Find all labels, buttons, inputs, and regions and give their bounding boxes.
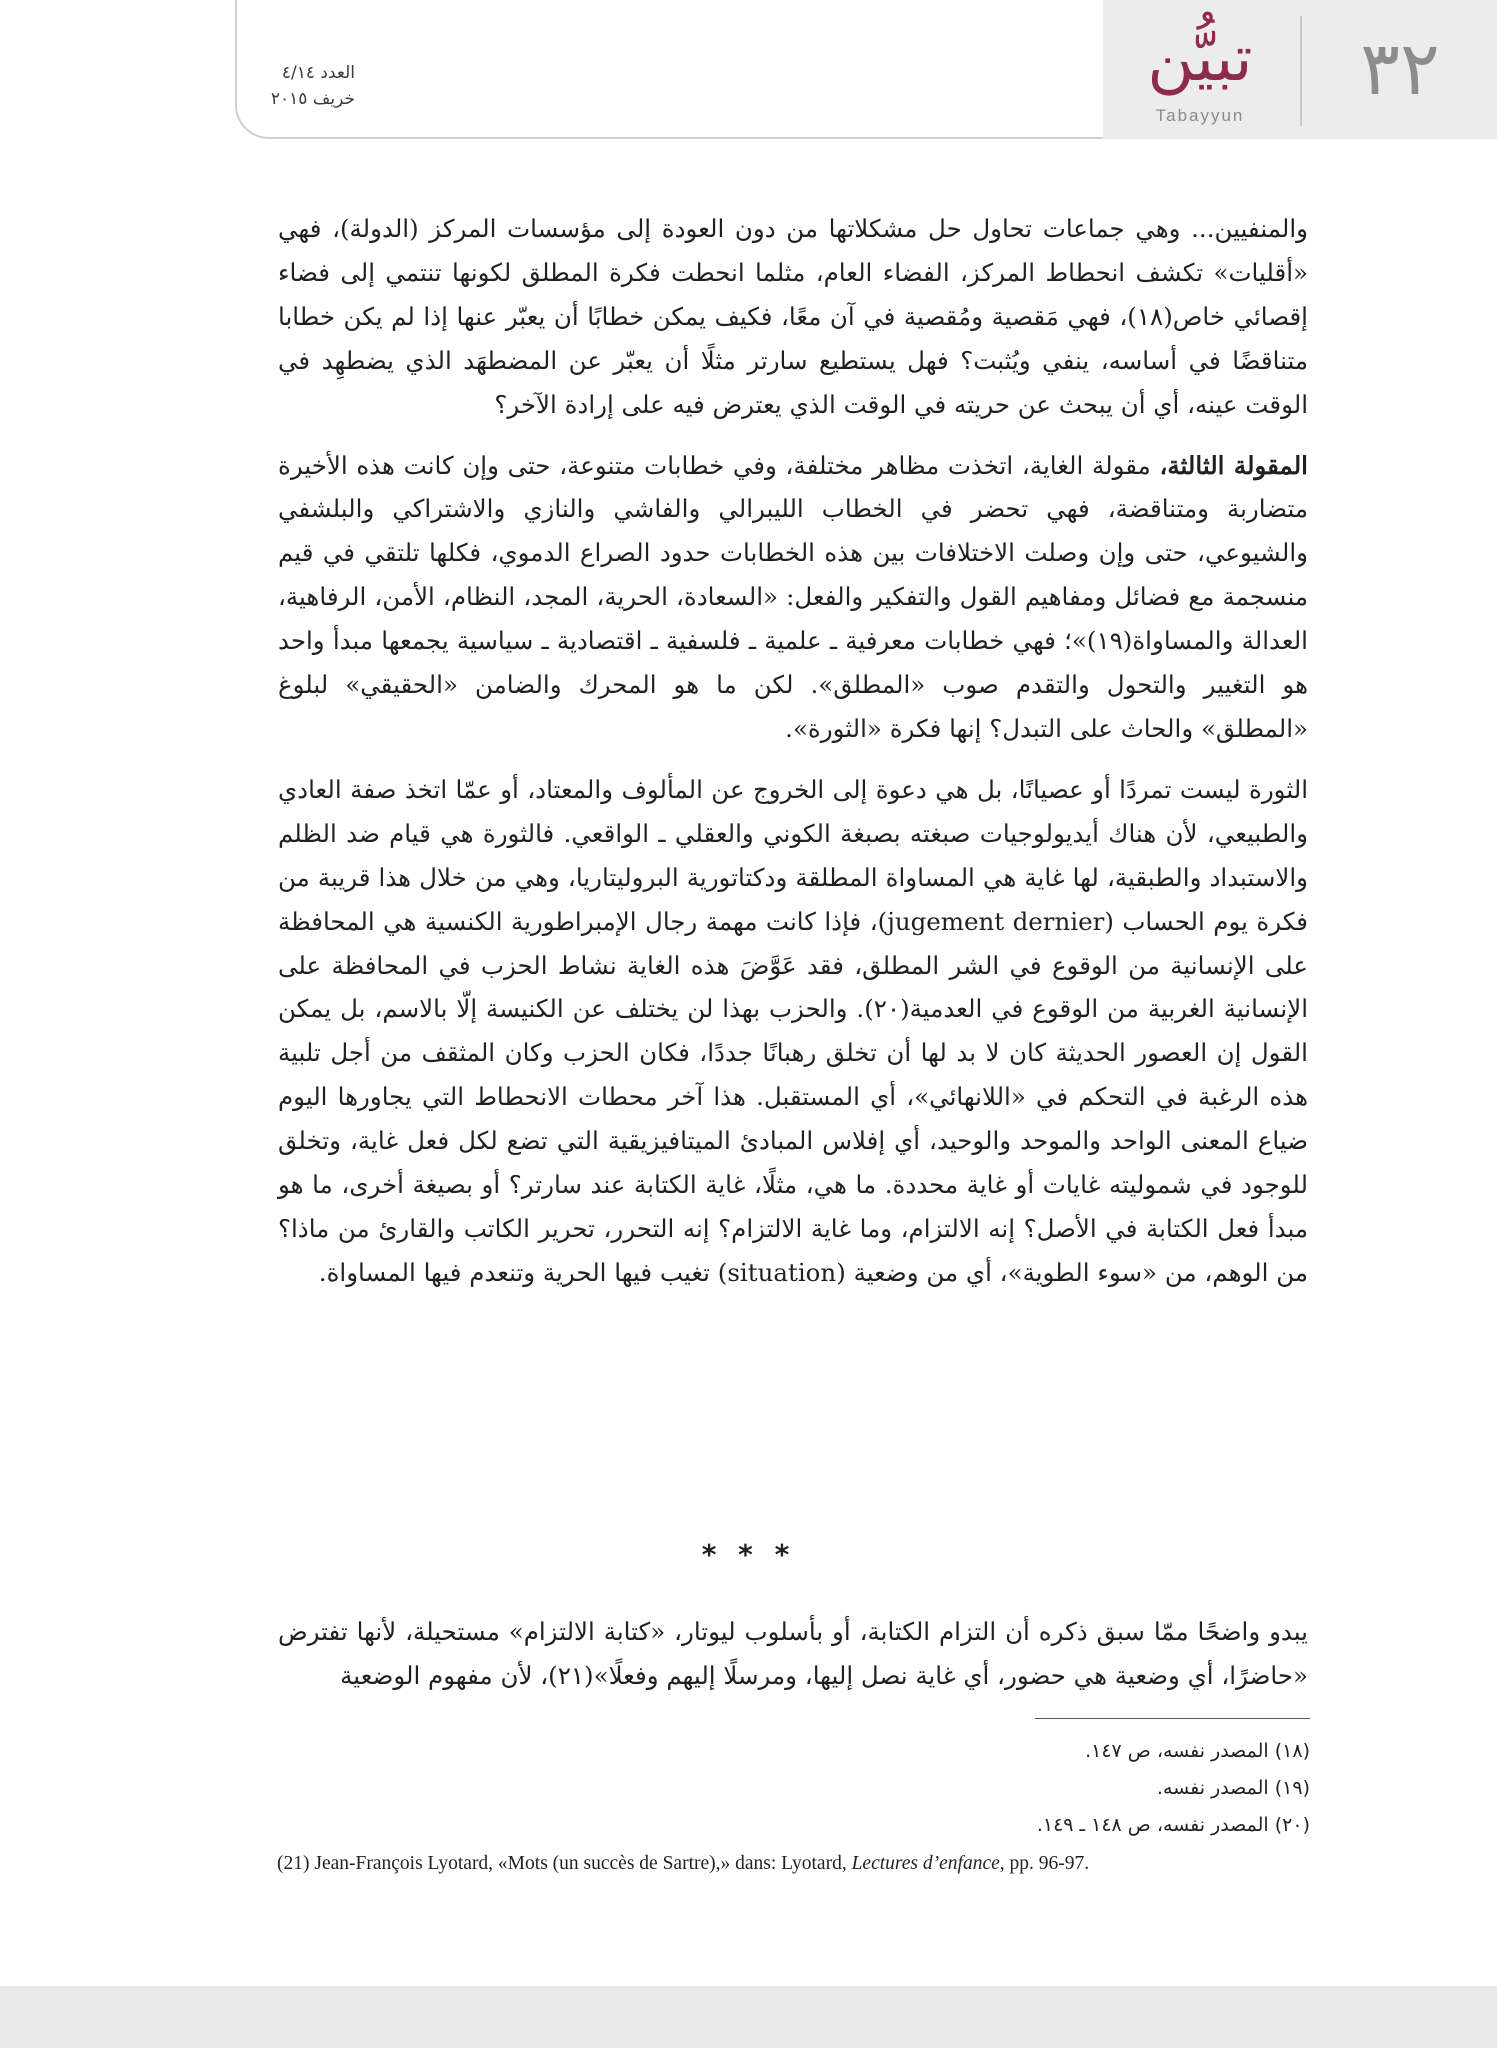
paragraph-2 [278, 444, 1308, 751]
journal-logo-latin: Tabayyun [1155, 106, 1245, 125]
footnote-20: (٢٠) المصدر نفسه، ص ١٤٨ ـ ١٤٩. [1036, 1814, 1310, 1836]
journal-logo: تبيُّن [1147, 22, 1253, 96]
paragraph-4: يبدو واضحًا ممّا سبق ذكره أن التزام الكتابة، أو بأسلوب ليوتار، «كتابة الالتزام» مستحيلة، لأنها تفترض «حاضرًا، أي وضعية هي حضور، أي غاية نصل إليها، ومرسلًا إليهم وفعلًا»(٢١)، لأن مفهوم الوضعية [278, 1617, 1308, 1690]
footnote-21-prefix: (21) Jean-François Lyotard, «Mots (un succès de Sartre),» dans: Lyotard, [277, 1853, 852, 1874]
footer-band [0, 1986, 1497, 2048]
footnote-19: (١٩) المصدر نفسه. [1156, 1777, 1310, 1799]
paragraph-2-lead: المقولة الثالثة، [1159, 450, 1308, 480]
footnote-rule [1035, 1718, 1310, 1719]
issue-season: خريف ٢٠١٥ [270, 89, 355, 109]
footnote-21-suffix: , pp. 96-97. [999, 1853, 1090, 1874]
article-body [278, 207, 1308, 1295]
footnote-21 [277, 1850, 1317, 1878]
page-number: ٣٢ [1360, 26, 1440, 112]
footnote-18: (١٨) المصدر نفسه، ص ١٤٧. [1085, 1740, 1310, 1762]
header-divider [1300, 16, 1302, 126]
footnote-21-title: Lectures d’enfance [851, 1853, 1000, 1874]
issue-number: العدد ٤/١٤ [281, 63, 355, 83]
paragraph-3: الثورة ليست تمردًا أو عصيانًا، بل هي دعوة إلى الخروج عن المألوف والمعتاد، أو عمّا اتخذ صفة العادي والطبيعي، لأن هناك أيديولوجيات صبغته بصبغة الكوني والعقلي ـ الواقعي. فالثورة هي قيام ضد الظلم والاستبداد والطبقية، لها غاية هي المساواة المطلقة ودكتاتورية البروليتاريا، وهي من خلال هذا قريبة من فكرة يوم الحساب (jugement dernier)، فإذا كانت مهمة رجال الإمبراطورية الكنسية هي المحافظة على الإنسانية من الوقوع في الشر المطلق، فقد عَوَّضَ هذه الغاية نشاط الحزب في المحافظة على الإنسانية الغربية من الوقوع في العدمية(٢٠). والحزب بهذا لن يختلف عن الكنيسة إلّا بالاسم، بل يمكن القول إن العصور الحديثة كان لا بد لها أن تخلق رهبانًا جددًا، فكان الحزب وكان المثقف من أجل تلبية هذه الرغبة في التحكم في «اللانهائي»، أي المستقبل. هذا آخر محطات الانحطاط التي يجاورها اليوم ضياع المعنى الواحد والموحد والوحيد، أي إفلاس المبادئ الميتافيزيقية التي تضع لكل فعل غاية، وتخلق للوجود في شموليته غايات أو غاية محددة. ما هي، مثلًا، غاية الكتابة عند سارتر؟ أو بصيغة أخرى، ما هو مبدأ فعل الكتابة في الأصل؟ إنه الالتزام، وما غاية الالتزام؟ إنه التحرر، تحرير الكاتب والقارئ من ماذا؟ من الوهم، من «سوء الطوية»، أي من وضعية (situation) تغيب فيها الحرية وتنعدم فيها المساواة. [278, 774, 1309, 1287]
paragraph-1: والمنفيين... وهي جماعات تحاول حل مشكلاتها من دون العودة إلى مؤسسات المركز (الدولة)، فهي «أقليات» تكشف انحطاط المركز، الفضاء العام، مثلما انحطت فكرة المطلق لكونها تنتمي إلى فضاء إقصائي خاص(١٨)، فهي مَقصية ومُقصية في آن معًا، فكيف يمكن خطابًا أن يعبّر عنها إذا لم يكن خطابا متناقضًا في أساسه، ينفي ويُثبت؟ فهل يستطيع سارتر مثلًا أن يعبّر عن المضطهَد الذي يضطهِد في الوقت عينه، أي أن يبحث عن حريته في الوقت الذي يعترض فيه على إرادة الآخر؟ [278, 214, 1308, 419]
section-separator: * * * [701, 1538, 796, 1571]
paragraph-2-text: مقولة الغاية، اتخذت مظاهر مختلفة، وفي خطابات متنوعة، حتى وإن كانت هذه الأخيرة متضاربة ومتناقضة، فهي تحضر في الخطاب الليبرالي والفاشي والنازي والاشتراكي والبلشفي والشيوعي، حتى وإن وصلت الاختلافات بين هذه الخطابات حدود الصراع الدموي، فكلها تلتقي في قيم منسجمة مع فضائل ومفاهيم القول والتفكير والفعل: «السعادة، الحرية، المجد، النظام، الأمن، الرفاهية، العدالة والمساواة(١٩)»؛ فهي خطابات معرفية ـ علمية ـ فلسفية ـ اقتصادية ـ سياسية يجمعها مبدأ واحد هو التغيير والتحول والتقدم صوب «المطلق». لكن ما هو المحرك والضامن «الحقيقي» لبلوغ «المطلق» والحاث على التبدل؟ إنها فكرة «الثورة». [278, 450, 1308, 743]
